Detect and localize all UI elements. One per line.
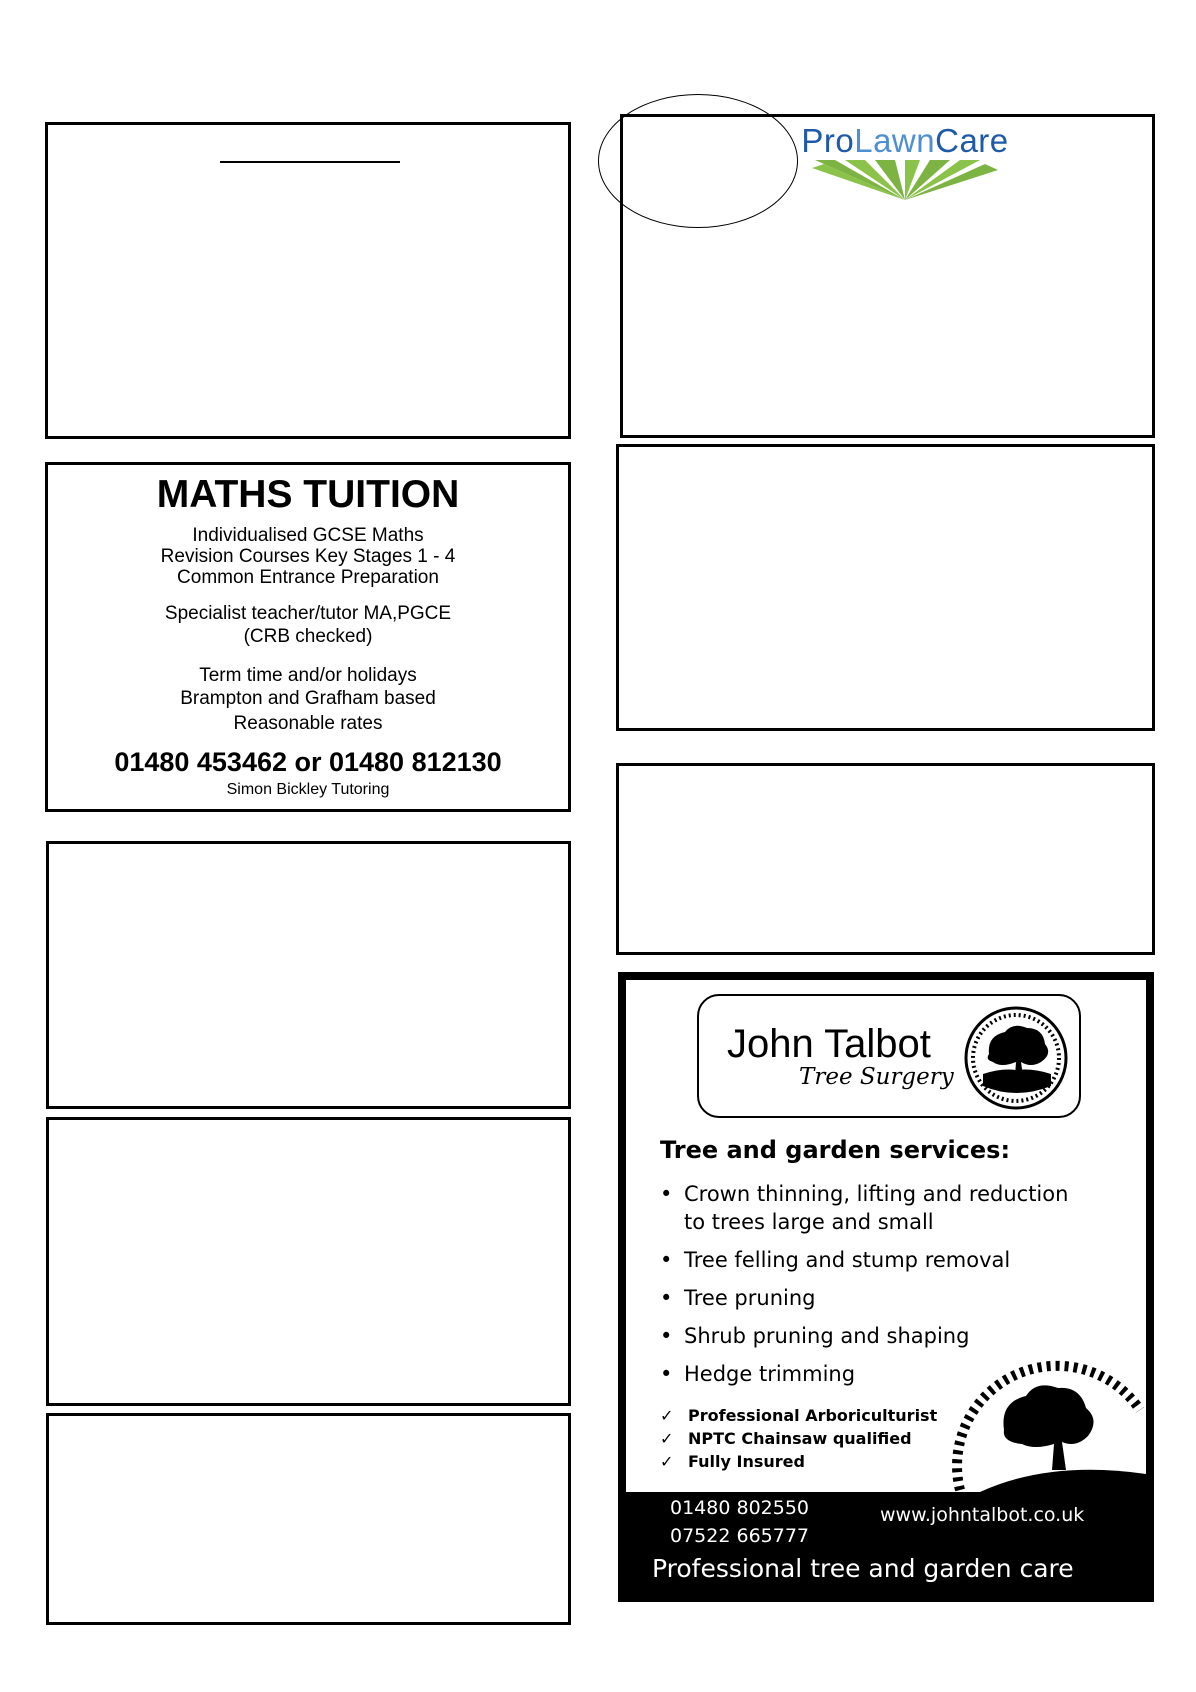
maths-ad-line: Reasonable rates <box>233 713 383 734</box>
empty-ad-box <box>46 1117 571 1406</box>
service-item: • Hedge trimming <box>660 1360 1074 1388</box>
brand-subtitle: Tree Surgery <box>799 1064 954 1090</box>
logo-care: Care <box>935 122 1009 159</box>
empty-ad-box <box>616 444 1155 731</box>
tree-badge-icon <box>961 1004 1071 1112</box>
maths-ad-line: (CRB checked) <box>243 626 373 647</box>
qualification-item: ✓ NPTC Chainsaw qualified <box>660 1427 937 1450</box>
large-tree-icon <box>940 1350 1146 1492</box>
empty-ad-box <box>46 1413 571 1625</box>
empty-ad-box-top-left <box>45 122 571 439</box>
john-talbot-ad-body <box>626 980 1146 1492</box>
tagline: Professional tree and garden care <box>652 1554 1074 1583</box>
maths-ad-title: MATHS TUITION <box>156 473 460 516</box>
qualifications-list <box>660 1404 937 1473</box>
empty-ad-box <box>616 763 1155 955</box>
contact-phones <box>670 1494 809 1550</box>
maths-ad-line: Individualised GCSE Maths <box>192 525 424 546</box>
service-item: • Tree felling and stump removal <box>660 1246 1074 1274</box>
empty-ad-box <box>46 841 571 1109</box>
john-talbot-logo <box>697 994 1081 1118</box>
maths-tuition-ad <box>45 462 571 812</box>
logo-lawn: Lawn <box>854 122 936 159</box>
john-talbot-ad <box>618 972 1154 1602</box>
service-item: • Shrub pruning and shaping <box>660 1322 1074 1350</box>
prolawncare-logo <box>800 122 1010 202</box>
maths-ad-line: Specialist teacher/tutor MA,PGCE <box>164 603 452 624</box>
maths-ad-phone: 01480 453462 or 01480 812130 <box>114 747 502 777</box>
service-item: • Crown thinning, lifting and reduction to trees large and small <box>660 1180 1074 1236</box>
phone-number: 07522 665777 <box>670 1525 810 1547</box>
logo-pro: Pro <box>801 122 855 159</box>
underline-rule <box>220 161 400 163</box>
qualification-item: ✓ Fully Insured <box>660 1450 937 1473</box>
brand-name: John Talbot <box>727 1022 931 1066</box>
maths-ad-line: Brampton and Grafham based <box>180 688 436 709</box>
oval-outline <box>598 94 798 228</box>
services-heading: Tree and garden services: <box>660 1136 1011 1164</box>
phone-number: 01480 802550 <box>670 1497 810 1519</box>
website-link[interactable]: www.johntalbot.co.uk <box>880 1504 1085 1526</box>
maths-ad-line: Term time and/or holidays <box>199 665 417 686</box>
service-item: • Tree pruning <box>660 1284 1074 1312</box>
maths-ad-business: Simon Bickley Tutoring <box>226 781 390 798</box>
qualification-item: ✓ Professional Arboriculturist <box>660 1404 937 1427</box>
maths-ad-line: Common Entrance Preparation <box>177 567 439 588</box>
maths-ad-line: Revision Courses Key Stages 1 - 4 <box>160 546 456 567</box>
lawn-stripes-icon <box>810 156 1000 200</box>
